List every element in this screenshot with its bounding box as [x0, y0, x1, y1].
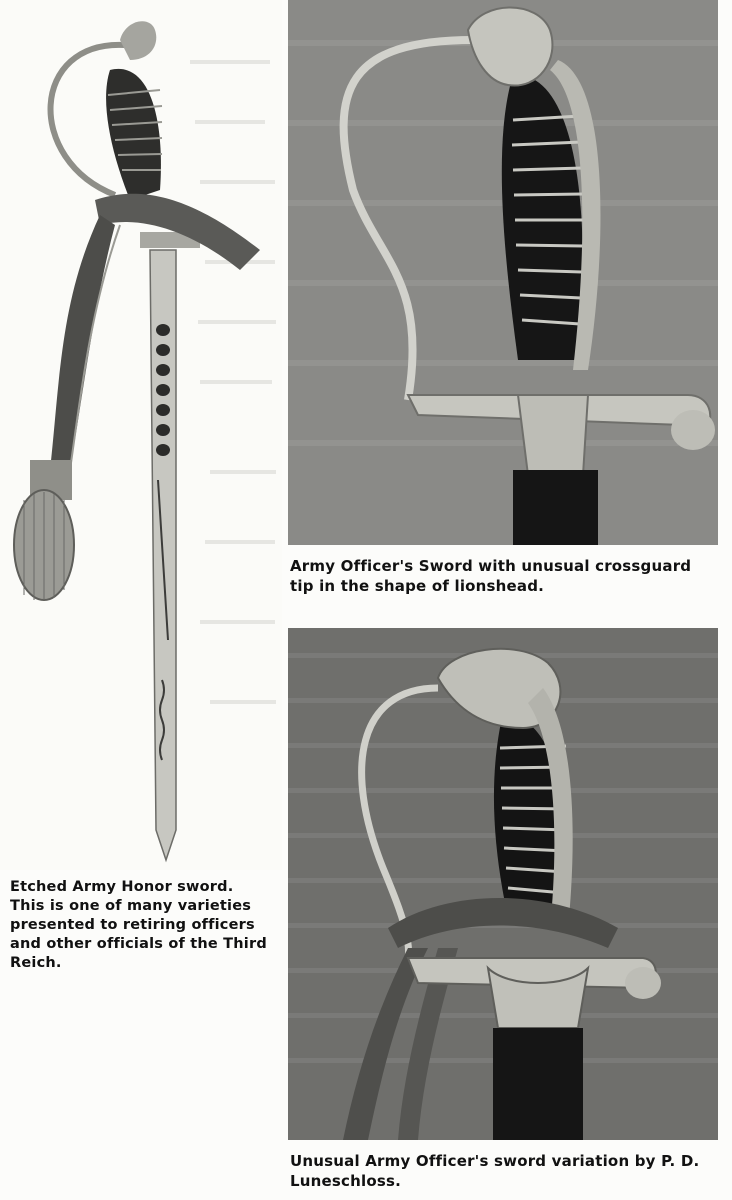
luneschloss-sword-caption: Unusual Army Officer's sword variation by P. D. Luneschloss.: [290, 1152, 700, 1190]
luneschloss-sword-photo: [288, 628, 718, 1140]
honor-sword-photo: [0, 0, 282, 870]
lionshead-sword-caption: Army Officer's Sword with unusual crossguard tip in the shape of lionshead.: [290, 557, 692, 595]
lionshead-sword-photo: [288, 0, 718, 545]
honor-sword-caption: Etched Army Honor sword. This is one of many varieties presented to retiring officers and other officials of the Third Reich.: [10, 879, 267, 971]
